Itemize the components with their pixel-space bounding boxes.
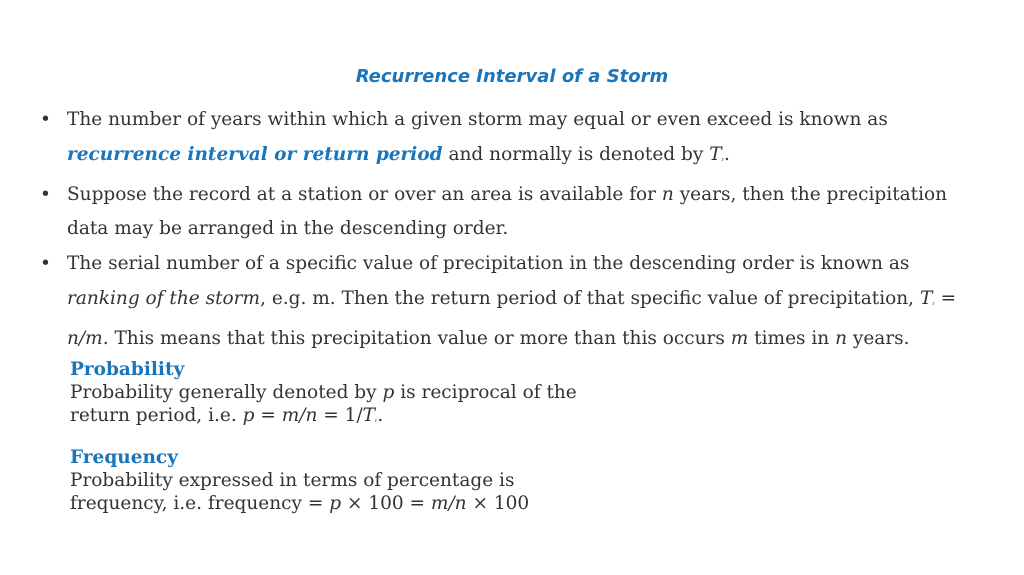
- bullet-text: .: [723, 143, 730, 165]
- symbol-t: T: [709, 143, 722, 165]
- frequency-line-1: Probability expressed in terms of percentage is: [70, 470, 515, 491]
- bullet-text: and normally is denoted by: [442, 143, 710, 165]
- formula-nm: n/m: [67, 327, 103, 349]
- symbol-subscript: r: [375, 418, 378, 424]
- probability-line-2: [70, 404, 670, 433]
- bullet-item-ranking: [40, 247, 980, 356]
- symbol-m: m: [730, 327, 749, 349]
- bullet-text: Suppose the record at a station or over an area is available for: [67, 183, 662, 205]
- symbol-p: p: [242, 405, 255, 426]
- bullet-dot: •: [40, 109, 51, 130]
- term-ranking: ranking of the storm: [67, 287, 261, 309]
- text: frequency, i.e. frequency =: [70, 493, 330, 514]
- bullet-text: , e.g. m. Then the return period of that specific value of precipitation,: [260, 287, 920, 309]
- formula-mn: m/n: [430, 493, 467, 514]
- bullet-text: The serial number of a specific value of precipitation in the descending order is known as: [67, 253, 910, 275]
- text: is reciprocal of the: [394, 382, 577, 403]
- text: × 100 =: [341, 493, 431, 514]
- text: .: [377, 405, 384, 426]
- definitions: [70, 358, 670, 528]
- key-term: recurrence interval or return period: [67, 143, 443, 165]
- bullet-text: =: [934, 287, 957, 309]
- bullet-text: times in: [748, 327, 836, 349]
- bullet-text: years.: [847, 327, 910, 349]
- symbol-subscript: r: [721, 156, 724, 163]
- bullet-item-record: [40, 178, 980, 248]
- frequency-heading: Frequency: [70, 447, 178, 468]
- symbol-n: n: [661, 183, 674, 205]
- text: = 1/: [317, 405, 363, 426]
- symbol-t: T: [919, 287, 933, 309]
- bullet-dot: •: [40, 183, 51, 205]
- bullet-list: [40, 103, 980, 357]
- text: return period, i.e.: [70, 405, 243, 426]
- formula-mn: m/n: [281, 405, 318, 426]
- symbol-subscript: r: [932, 300, 935, 307]
- frequency-line-2: [70, 492, 670, 515]
- frequency-section: [70, 446, 670, 515]
- text: =: [254, 405, 282, 426]
- symbol-p: p: [382, 382, 395, 403]
- bullet-dot: •: [40, 253, 51, 275]
- symbol-t: T: [362, 405, 376, 426]
- probability-section: [70, 358, 670, 433]
- text: Probability generally denoted by: [70, 382, 383, 403]
- slide-title: Recurrence Interval of a Storm: [355, 66, 669, 87]
- probability-heading: Probability: [70, 359, 185, 380]
- symbol-p: p: [329, 493, 342, 514]
- bullet-text: . This means that this precipitation value or more than this occurs: [102, 327, 731, 349]
- bullet-item-recurrence: [40, 103, 980, 178]
- symbol-n: n: [835, 327, 848, 349]
- probability-line-1: [70, 381, 670, 404]
- bullet-text: The number of years within which a given storm may equal or even exceed is known as: [67, 109, 888, 130]
- bullet-text: years, then the precipitation data may be arranged in the descending order.: [67, 183, 948, 240]
- text: × 100: [466, 493, 530, 514]
